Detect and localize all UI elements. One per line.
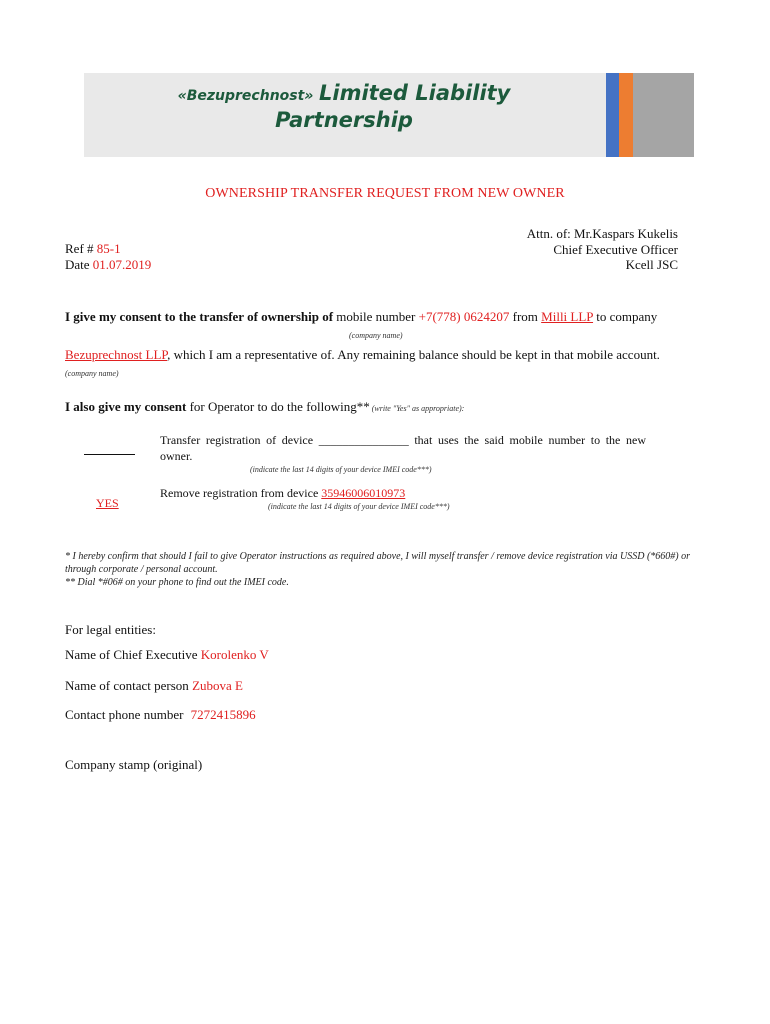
phone-value: 7272415896 (190, 707, 256, 722)
attn-line3: Kcell JSC (625, 257, 678, 272)
phone-label: Contact phone number (65, 707, 187, 722)
option2-line (160, 485, 646, 501)
attn-line1: Attn. of: Mr.Kaspars Kukelis (526, 226, 678, 241)
ref-line (65, 241, 151, 257)
title-line1: Limited Liability (318, 81, 511, 105)
option2-note: (indicate the last 14 digits of your device IMEI code***) (268, 502, 450, 511)
ref-value: 85-1 (96, 241, 121, 256)
option2-imei: 35946006010973 (321, 486, 406, 500)
company-name-note-2: (company name) (65, 369, 119, 378)
option1-checkbox-line[interactable] (84, 454, 135, 455)
operator-note: (write "Yes" as appropriate): (369, 404, 465, 413)
footnotes (65, 550, 705, 589)
option2-label: Remove registration from device (160, 486, 322, 500)
title-line2: Partnership (275, 108, 413, 132)
option1-note: (indicate the last 14 digits of your device IMEI code***) (250, 465, 432, 474)
company-name-note: (company name) (349, 331, 403, 340)
ceo-line (65, 647, 269, 663)
ref-label: Ref # (65, 241, 97, 256)
mobile-label: mobile number (333, 309, 419, 324)
option1-text: Transfer registration of device _______________ that uses the said mobile number to the new owner. (160, 433, 646, 463)
attention-block (527, 226, 678, 273)
option2-mark[interactable]: YES (96, 496, 119, 510)
date-label: Date (65, 256, 93, 272)
letterhead-title (84, 81, 604, 134)
operator-consent-line (65, 399, 464, 415)
contact-line (65, 678, 243, 694)
from-company: Milli LLP (541, 309, 594, 324)
new-company: Bezuprechnost LLP (65, 347, 168, 362)
blue-stripe (606, 73, 619, 157)
representative-text: , which I am a representative of. Any remaining balance should be kept in that mobile account. (167, 347, 660, 362)
to-label: to company (593, 309, 658, 324)
contact-value: Zubova E (192, 678, 243, 693)
from-label: from (509, 309, 542, 324)
new-company-line (65, 347, 660, 363)
ceo-value: Korolenko V (200, 647, 269, 662)
ceo-label: Name of Chief Executive (65, 647, 201, 662)
date-line (65, 257, 151, 273)
letterhead-banner (84, 73, 694, 157)
consent-bold: I give my consent to the transfer of ownership of (65, 309, 334, 324)
orange-stripe (619, 73, 633, 157)
org-prefix: «Bezuprechnost» (177, 88, 314, 104)
contact-label: Name of contact person (65, 678, 193, 693)
footnote-2: ** Dial *#06# on your phone to find out the IMEI code. (65, 577, 289, 588)
footnote-1: * I hereby confirm that should I fail to give Operator instructions as required above, I will myself transfer / remove device registration via USSD (*660#) or through corporate / personal account. (65, 551, 690, 575)
company-stamp-label: Company stamp (original) (65, 757, 203, 772)
operator-text: for Operator to do the following** (186, 399, 370, 414)
phone-line (65, 707, 256, 723)
consent-line (65, 309, 657, 325)
operator-bold: I also give my consent (65, 399, 187, 414)
gray-stripe (633, 73, 694, 157)
date-value: 01.07.2019 (92, 256, 152, 272)
attn-line2: Chief Executive Officer (553, 241, 678, 257)
legal-heading: For legal entities: (65, 622, 156, 637)
reference-block (65, 241, 151, 272)
document-title: OWNERSHIP TRANSFER REQUEST FROM NEW OWNER (205, 186, 565, 201)
mobile-number: +7(778) 0624207 (418, 309, 510, 324)
